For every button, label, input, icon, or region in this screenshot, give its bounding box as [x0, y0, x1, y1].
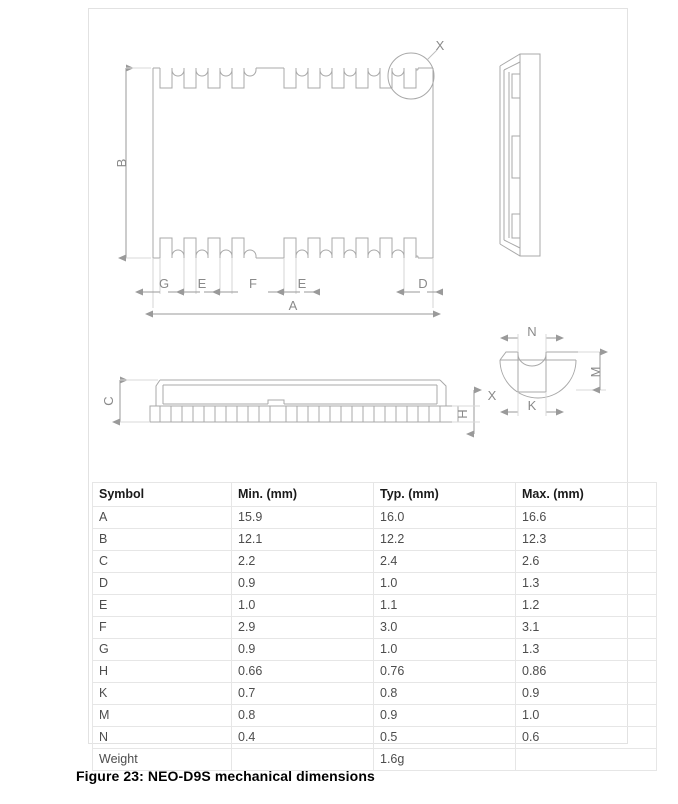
cell-min: 15.9	[232, 507, 374, 529]
label-detail-x-callout: X	[435, 38, 445, 53]
cell-min: 0.9	[232, 639, 374, 661]
cell-symbol: N	[93, 727, 232, 749]
label-d: D	[418, 276, 428, 291]
table-row	[93, 727, 657, 749]
label-k: K	[527, 398, 537, 413]
cell-max: 2.6	[516, 551, 657, 573]
cell-min: 0.66	[232, 661, 374, 683]
cell-symbol: E	[93, 595, 232, 617]
cell-typ: 12.2	[374, 529, 516, 551]
column-header-typ: Typ. (mm)	[374, 483, 516, 507]
cell-symbol: D	[93, 573, 232, 595]
table-row	[93, 639, 657, 661]
cell-min: 0.9	[232, 573, 374, 595]
cell-min: 2.2	[232, 551, 374, 573]
cell-min: 12.1	[232, 529, 374, 551]
castellation-group-top-right	[284, 68, 418, 88]
table-body	[93, 507, 657, 771]
cell-min: 1.0	[232, 595, 374, 617]
label-m: M	[588, 366, 603, 378]
label-h: H	[455, 409, 470, 419]
cell-max: 16.6	[516, 507, 657, 529]
cell-symbol: F	[93, 617, 232, 639]
cell-min: 0.4	[232, 727, 374, 749]
cell-max: 0.9	[516, 683, 657, 705]
cell-symbol: M	[93, 705, 232, 727]
castellation-group-bottom-right	[284, 238, 418, 258]
mechanical-drawing-area	[88, 8, 628, 478]
label-a: A	[288, 298, 298, 313]
figure-caption: Figure 23: NEO-D9S mechanical dimensions	[76, 768, 375, 784]
cell-symbol: B	[93, 529, 232, 551]
column-header-symbol: Symbol	[93, 483, 232, 507]
cell-typ: 3.0	[374, 617, 516, 639]
cell-min: 0.8	[232, 705, 374, 727]
label-e1: E	[197, 276, 207, 291]
table-row	[93, 529, 657, 551]
cell-max: 3.1	[516, 617, 657, 639]
table-row	[93, 683, 657, 705]
cell-typ: 16.0	[374, 507, 516, 529]
side-view-drawing	[500, 54, 540, 256]
label-detail-x-name: X	[487, 388, 497, 403]
table-row	[93, 573, 657, 595]
table-row	[93, 661, 657, 683]
cell-typ: 0.9	[374, 705, 516, 727]
cell-symbol: Weight	[93, 749, 232, 771]
dimension-labels	[101, 38, 603, 419]
cell-max: 0.86	[516, 661, 657, 683]
cell-max: 0.6	[516, 727, 657, 749]
cell-typ: 2.4	[374, 551, 516, 573]
cell-typ: 0.5	[374, 727, 516, 749]
cell-symbol: G	[93, 639, 232, 661]
cell-symbol: H	[93, 661, 232, 683]
cell-max: 1.0	[516, 705, 657, 727]
cell-typ: 1.0	[374, 639, 516, 661]
cell-symbol: A	[93, 507, 232, 529]
castellation-group-top-left	[160, 68, 256, 88]
label-f: F	[249, 276, 257, 291]
cell-typ: 0.8	[374, 683, 516, 705]
cell-max: 1.3	[516, 573, 657, 595]
castellation-group-bottom-left	[160, 238, 256, 258]
pin-row-left	[160, 406, 270, 422]
label-g: G	[158, 276, 170, 291]
label-n: N	[527, 324, 537, 339]
cell-symbol: K	[93, 683, 232, 705]
cell-typ: 1.6g	[374, 749, 516, 771]
table-row	[93, 551, 657, 573]
dimension-c	[120, 380, 158, 422]
pin-row-right	[286, 406, 440, 422]
table-row	[93, 617, 657, 639]
column-header-min: Min. (mm)	[232, 483, 374, 507]
label-b: B	[114, 158, 129, 168]
front-view-drawing	[120, 380, 480, 434]
cell-typ: 0.76	[374, 661, 516, 683]
table-row	[93, 507, 657, 529]
cell-typ: 1.1	[374, 595, 516, 617]
label-c: C	[101, 396, 116, 406]
cell-max: 12.3	[516, 529, 657, 551]
dimension-b	[126, 68, 151, 258]
table-row	[93, 595, 657, 617]
label-e2: E	[297, 276, 307, 291]
table-row	[93, 705, 657, 727]
cell-symbol: C	[93, 551, 232, 573]
cell-typ: 1.0	[374, 573, 516, 595]
cell-min: 0.7	[232, 683, 374, 705]
cell-max	[516, 749, 657, 771]
top-view-drawing	[153, 50, 437, 258]
cell-max: 1.2	[516, 595, 657, 617]
cell-max: 1.3	[516, 639, 657, 661]
cell-min: 2.9	[232, 617, 374, 639]
column-header-max: Max. (mm)	[516, 483, 657, 507]
dimensions-table	[92, 482, 657, 771]
table-header-row	[93, 483, 657, 507]
